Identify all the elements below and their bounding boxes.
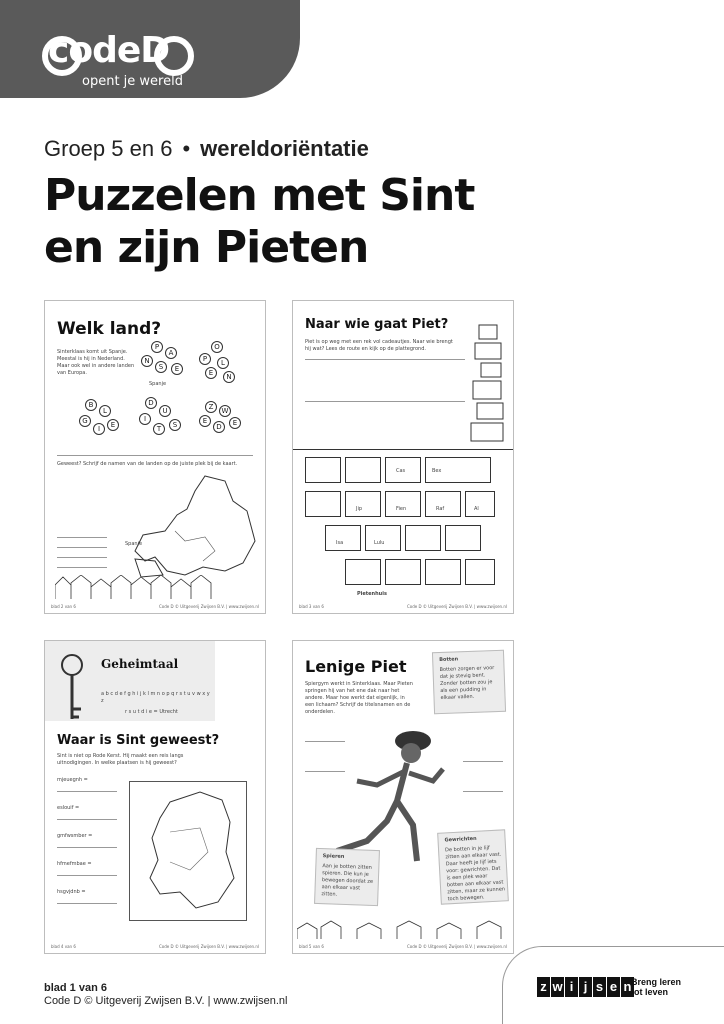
logo-letter: w (551, 977, 564, 997)
slogan-line-1: Breng leren (631, 977, 682, 987)
gift-stack-icon (469, 315, 509, 445)
worksheet-thumbnail-waar-is-sint-geweest[interactable] (44, 640, 266, 954)
thumbnail-intro: Sinterklaas komt uit Spanje. Meestal is hij in Nederland. Maar ook wel in andere landen van Europa. (57, 349, 135, 376)
logo-letter: z (537, 977, 550, 997)
thumbnail-title: Naar wie gaat Piet? (305, 317, 449, 332)
logo-tagline: opent je wereld (82, 74, 183, 89)
houses-illustration-icon (55, 575, 255, 599)
answer-line (463, 761, 503, 762)
house-name: Fien (396, 506, 407, 512)
logo-letter: e (607, 977, 620, 997)
code-sample: r s u t d i e = Utrecht (125, 709, 178, 715)
copyright-line: Code D © Uitgeverij Zwijsen B.V. | www.zwijsen.nl (44, 995, 288, 1007)
worksheet-thumbnail-naar-wie-gaat-piet[interactable] (292, 300, 514, 614)
answer-line (305, 771, 345, 772)
page-title (44, 170, 604, 274)
map-cell (405, 525, 441, 551)
note-title: Gewrichten (444, 835, 477, 844)
map-cell (425, 491, 461, 517)
key-icon (55, 653, 89, 723)
thumbnail-footer (51, 604, 259, 609)
letter-circle: A (165, 347, 177, 359)
map-cell (345, 457, 381, 483)
map-label: Pietenhuis (357, 591, 387, 597)
worksheet-thumbnail-welk-land[interactable] (44, 300, 266, 614)
house-name: Bex (432, 468, 442, 474)
thumbnail-sheet: blad 2 van 6 (51, 604, 76, 609)
answer-line (57, 537, 107, 538)
thumbnail-intro: Piet is op weg met een rek vol cadeautjes. Naar wie brengt hij wat? Lees de route en kijk op de plattegrond. (305, 339, 453, 352)
map-cell (385, 559, 421, 585)
secret-language-title: Geheimtaal (101, 657, 179, 671)
thumbnail-footer (51, 944, 259, 949)
answer-line (57, 819, 117, 820)
letter-circle: N (141, 355, 153, 367)
publisher-slogan (631, 977, 681, 997)
thumbnail-intro: Sint is niet op Rode Kerst. Hij maakt een reis langs uitnodigingen. In welke plaatsen is hij geweest? (57, 753, 184, 766)
answer-line (57, 875, 117, 876)
map-cell (345, 559, 381, 585)
letter-circle: P (151, 341, 163, 353)
divider (305, 359, 465, 360)
answer-line (57, 791, 117, 792)
map-cell (425, 559, 461, 585)
code-word: gmfwsmber = (57, 833, 93, 839)
sheet-number: blad 1 van 6 (44, 982, 107, 994)
map-cell (325, 525, 361, 551)
note-text: Botten zorgen er voor dat je stevig bent. Zonder botten zou je als een pudding in elkaar vallen. (439, 665, 495, 702)
house-name: Raf (436, 506, 445, 512)
thumbnail-sheet: blad 3 van 6 (299, 604, 324, 609)
map-cell (465, 491, 495, 517)
note-text: De botten in je lijf zitten aan elkaar vast. Daar heeft je lijf iets voor: gewrichten. Dat is een plek waar botten aan elkaar vast zitten, maar ze kunnen toch bewegen. (444, 845, 506, 903)
slogan-line-2: tot leven (631, 987, 669, 997)
code-d-logo (42, 30, 202, 90)
map-cell (345, 491, 381, 517)
netherlands-map-frame (129, 781, 247, 921)
map-label: Spanje (125, 541, 143, 547)
note-title: Botten (439, 656, 459, 664)
country-label: Spanje (149, 381, 167, 387)
thumbnail-title: Welk land? (57, 319, 162, 339)
divider (293, 449, 514, 450)
house-name: Cas (396, 468, 406, 474)
sticky-note-joints (437, 829, 509, 904)
thumbnail-copyright: Code D © Uitgeverij Zwijsen B.V. | www.zwijsen.nl (158, 604, 259, 609)
letter-circle: L (99, 405, 111, 417)
letter-circle: D (213, 421, 225, 433)
thumbnail-footer (299, 604, 507, 609)
note-title: Spieren (322, 853, 345, 860)
thumbnail-footer (299, 944, 507, 949)
letter-circle: S (169, 419, 181, 431)
note-text: Aan je botten zitten spieren. Die kun je bewegen doordat ze aan elkaar vast zitten. (321, 863, 374, 898)
thumbnail-copyright: Code D © Uitgeverij Zwijsen B.V. | www.zwijsen.nl (406, 604, 507, 609)
thumbnail-sheet: blad 4 van 6 (51, 944, 76, 949)
letter-circle: E (171, 363, 183, 375)
map-cell (305, 457, 341, 483)
letter-circle: E (205, 367, 217, 379)
house-name: Isa (336, 540, 344, 546)
thumbnail-title: Lenige Piet (305, 657, 407, 676)
sticky-note-muscles (314, 848, 380, 906)
answer-line (57, 567, 107, 568)
answer-line (57, 557, 107, 558)
letter-circle: P (199, 353, 211, 365)
brand-header-tab (0, 0, 300, 98)
zwijsen-logo (537, 977, 634, 997)
code-word: hsgvjdnb = (57, 889, 86, 895)
code-word: eslouif = (57, 805, 80, 811)
letter-circle: E (229, 417, 241, 429)
map-cell (365, 525, 401, 551)
letter-circle: O (211, 341, 223, 353)
netherlands-map-icon (130, 782, 246, 920)
letter-circle: I (139, 413, 151, 425)
logo-wordmark: codeD (48, 30, 170, 71)
letter-circle: L (217, 357, 229, 369)
divider (305, 401, 465, 402)
answer-line (57, 547, 107, 548)
logo-letter: j (579, 977, 592, 997)
letter-circle: T (153, 423, 165, 435)
code-alphabet: a b c d e f g h i j k l m n o p q r s t u v w x y z (101, 691, 210, 704)
code-word: hfmefmbae = (57, 861, 92, 867)
europe-map-icon (115, 471, 265, 581)
house-name: Al (474, 506, 479, 512)
page-title-line-1: Puzzelen met Sint (44, 170, 475, 221)
divider (57, 455, 253, 456)
thumbnail-intro: Spiergym werkt in Sinterklaas. Maar Pieten springen hij van het ene dak naar het andere. Maar hoe werkt dat eigenlijk, in een lichaam? Schrijf de titelsnamen en de onderdelen. (305, 681, 413, 715)
worksheet-thumbnail-lenige-piet[interactable] (292, 640, 514, 954)
letter-circle: W (219, 405, 231, 417)
thumbnail-task: Geweest? Schrijf de namen van de landen op de juiste plek bij de kaart. (57, 461, 238, 467)
house-name: Lulu (374, 540, 385, 546)
letter-circle: U (159, 405, 171, 417)
thumbnail-copyright: Code D © Uitgeverij Zwijsen B.V. | www.zwijsen.nl (406, 944, 507, 949)
code-word: mjeuegnh = (57, 777, 88, 783)
thumbnail-copyright: Code D © Uitgeverij Zwijsen B.V. | www.zwijsen.nl (158, 944, 259, 949)
logo-letter: i (565, 977, 578, 997)
map-cell (445, 525, 481, 551)
sticky-note-bones (432, 650, 506, 714)
map-cell (425, 457, 491, 483)
logo-letter: n (621, 977, 634, 997)
subject-label: wereldoriëntatie (200, 136, 369, 161)
thumbnail-sheet: blad 5 van 6 (299, 944, 324, 949)
page-title-line-2: en zijn Pieten (44, 222, 369, 273)
map-cell (385, 457, 421, 483)
house-name: Jip (356, 506, 363, 512)
answer-line (463, 791, 503, 792)
letter-circle: D (145, 397, 157, 409)
publisher-tab (502, 946, 724, 1024)
thumbnail-title: Waar is Sint geweest? (57, 733, 220, 748)
letter-circle: N (223, 371, 235, 383)
answer-line (57, 847, 117, 848)
letter-circle: S (155, 361, 167, 373)
letter-circle: B (85, 399, 97, 411)
grade-line (44, 136, 369, 162)
map-cell (465, 559, 495, 585)
letter-circle: I (93, 423, 105, 435)
logo-letter: s (593, 977, 606, 997)
letter-circle: Z (205, 401, 217, 413)
grade-label: Groep 5 en 6 (44, 136, 173, 161)
letter-circle: E (107, 419, 119, 431)
map-cell (305, 491, 341, 517)
page-footer (44, 982, 287, 1008)
answer-line (57, 903, 117, 904)
rooftops-illustration-icon (297, 919, 511, 939)
letter-circle: G (79, 415, 91, 427)
letter-circle: E (199, 415, 211, 427)
separator-dot: • (182, 136, 191, 161)
map-cell (385, 491, 421, 517)
answer-line (305, 741, 345, 742)
